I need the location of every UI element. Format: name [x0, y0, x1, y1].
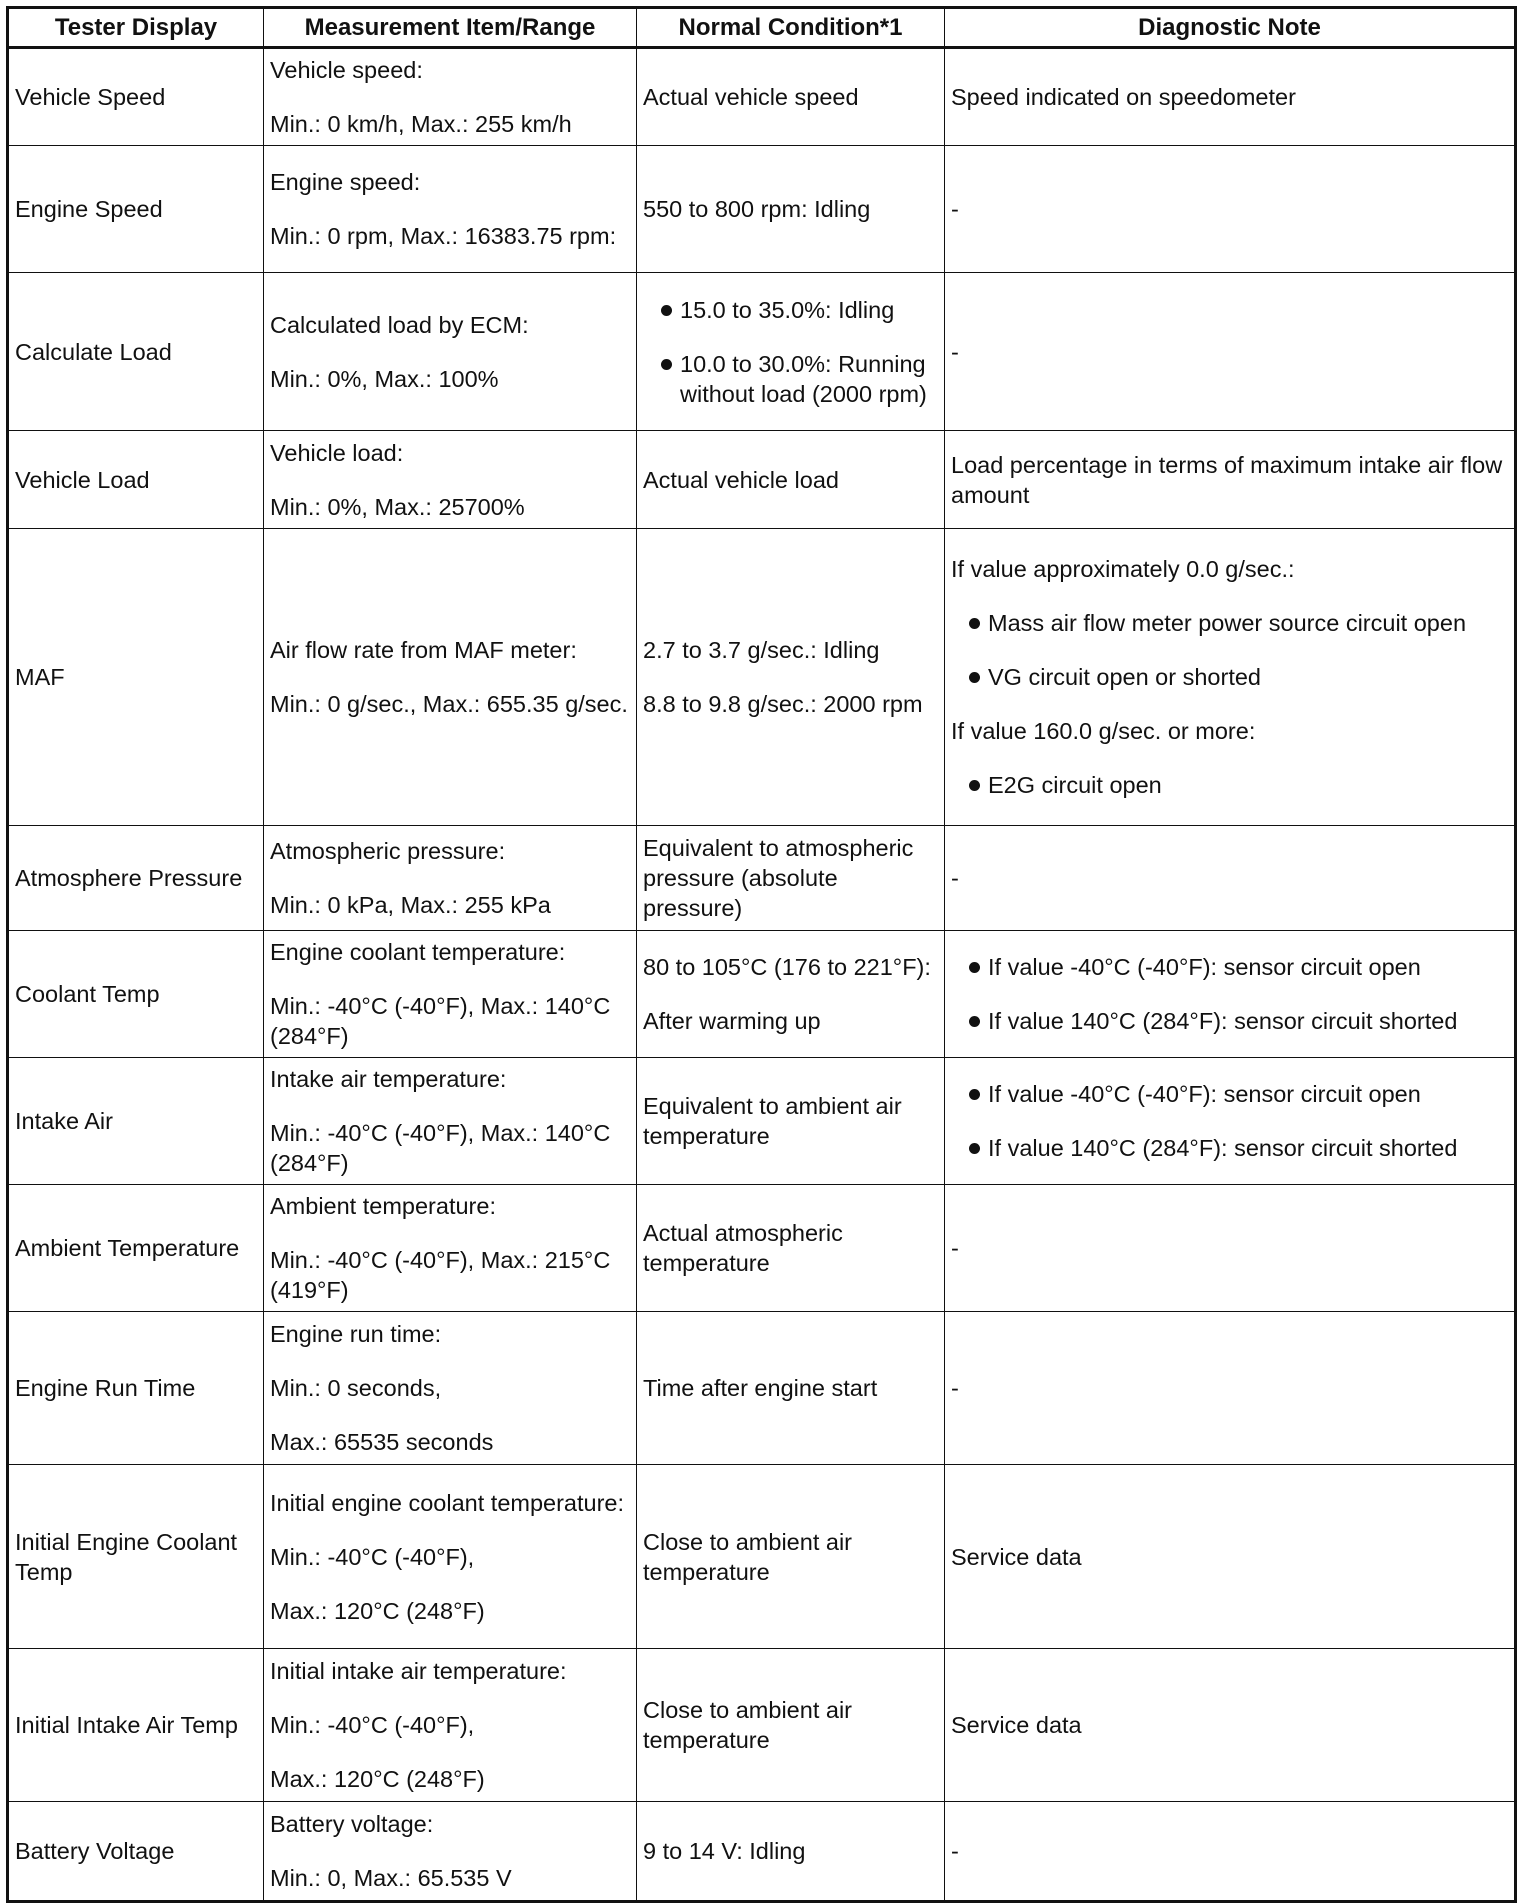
table-row [8, 146, 1516, 273]
measurement-cell [264, 931, 637, 1058]
normal-condition-cell [637, 1802, 945, 1902]
measurement-line: Min.: 0%, Max.: 100% [270, 365, 499, 392]
normal-condition-text: Actual atmospheric temperature [643, 1220, 843, 1276]
measurement-line: Max.: 120°C (248°F) [270, 1597, 485, 1624]
table-row [8, 1312, 1516, 1465]
normal-condition-cell [637, 1058, 945, 1185]
tester-display-vehicle-load: Vehicle Load [15, 466, 150, 493]
measurement-line: Min.: -40°C (-40°F), Max.: 215°C (419°F) [270, 1247, 611, 1303]
measurement-line: Engine coolant temperature: [270, 939, 566, 965]
diagnostic-note-bullet-item: If value 140°C (284°F): sensor circuit shorted [951, 1133, 1508, 1163]
diagnostic-note-cell [945, 1312, 1516, 1465]
tester-display-cell [8, 273, 264, 431]
diagnostic-note-text: - [951, 1375, 959, 1401]
measurement-line: Min.: -40°C (-40°F), [270, 1543, 475, 1570]
header-row [8, 8, 1516, 48]
diagnostic-note-cell [945, 1185, 1516, 1312]
measurement-cell [264, 826, 637, 931]
header-normal-condition: Normal Condition*1 [637, 8, 945, 48]
tester-display-engine-run-time: Engine Run Time [15, 1375, 196, 1401]
measurement-line: Min.: 0 kPa, Max.: 255 kPa [270, 892, 551, 918]
normal-condition-bullet-item: 10.0 to 30.0%: Running without load (2000 rpm) [643, 349, 938, 409]
tester-display-cell [8, 1465, 264, 1649]
measurement-line: Air flow rate from MAF meter: [270, 637, 577, 663]
diagnostic-note-text: If value 160.0 g/sec. or more: [951, 718, 1256, 744]
tester-display-ambient-temperature: Ambient Temperature [15, 1235, 240, 1261]
measurement-cell [264, 1312, 637, 1465]
measurement-line: Max.: 120°C (248°F) [270, 1766, 485, 1792]
tester-display-cell [8, 529, 264, 826]
diagnostic-note-cell [945, 1058, 1516, 1185]
measurement-cell [264, 431, 637, 529]
measurement-line: Vehicle load: [270, 439, 404, 466]
tester-display-coolant-temp: Coolant Temp [15, 981, 160, 1007]
normal-condition-cell [637, 48, 945, 146]
measurement-line: Initial intake air temperature: [270, 1658, 567, 1684]
diagnostic-note-text: - [951, 1838, 959, 1864]
tester-display-cell [8, 826, 264, 931]
tester-display-cell [8, 1185, 264, 1312]
diagnostic-note-cell [945, 1802, 1516, 1902]
diagnostic-note-cell [945, 431, 1516, 529]
table-row [8, 273, 1516, 431]
table-row [8, 48, 1516, 146]
normal-condition-cell [637, 1185, 945, 1312]
measurement-line: Max.: 65535 seconds [270, 1429, 494, 1455]
table-row [8, 931, 1516, 1058]
table-row [8, 1649, 1516, 1802]
normal-condition-text: After warming up [643, 1008, 821, 1034]
measurement-line: Min.: 0 rpm, Max.: 16383.75 rpm: [270, 223, 617, 249]
tester-display-battery-voltage: Battery Voltage [15, 1838, 175, 1864]
tester-display-initial-intake-air-temp: Initial Intake Air Temp [15, 1712, 238, 1738]
diagnostic-note-text: Service data [951, 1712, 1082, 1738]
diagnostic-note-text: Load percentage in terms of maximum intake air flow amount [951, 451, 1503, 508]
diagnostic-note-cell [945, 529, 1516, 826]
measurement-line: Min.: 0%, Max.: 25700% [270, 493, 525, 520]
diagnostic-note-bullet-item: If value -40°C (-40°F): sensor circuit open [951, 1079, 1508, 1109]
diagnostic-note-text: - [951, 865, 959, 891]
normal-condition-cell [637, 931, 945, 1058]
tester-display-cell [8, 146, 264, 273]
measurement-cell [264, 529, 637, 826]
normal-condition-cell [637, 146, 945, 273]
tester-display-cell [8, 431, 264, 529]
normal-condition-cell [637, 529, 945, 826]
normal-condition-text: Close to ambient air temperature [643, 1697, 852, 1753]
measurement-cell [264, 1649, 637, 1802]
tester-display-atmosphere-pressure: Atmosphere Pressure [15, 865, 243, 891]
normal-condition-text: Actual vehicle load [643, 466, 839, 493]
diagnostic-note-cell [945, 1649, 1516, 1802]
header-measurement-range: Measurement Item/Range [264, 8, 637, 48]
measurement-line: Min.: -40°C (-40°F), Max.: 140°C (284°F) [270, 993, 611, 1049]
tester-display-initial-engine-coolant-temp: Initial Engine Coolant Temp [15, 1528, 238, 1585]
measurement-line: Intake air temperature: [270, 1066, 507, 1092]
measurement-line: Battery voltage: [270, 1811, 434, 1837]
measurement-line: Min.: -40°C (-40°F), [270, 1712, 475, 1738]
diagnostic-note-cell [945, 931, 1516, 1058]
normal-condition-bullet-item: 15.0 to 35.0%: Idling [643, 295, 938, 325]
tester-display-calculate-load: Calculate Load [15, 338, 172, 365]
tester-display-cell [8, 1802, 264, 1902]
tester-display-cell [8, 48, 264, 146]
diagnostic-note-cell [945, 146, 1516, 273]
measurement-line: Atmospheric pressure: [270, 838, 506, 864]
normal-condition-cell [637, 431, 945, 529]
table-body [8, 48, 1516, 1902]
table-row [8, 826, 1516, 931]
tester-display-cell [8, 1649, 264, 1802]
table-row [8, 1465, 1516, 1649]
measurement-cell [264, 1058, 637, 1185]
diagnostic-note-text: Service data [951, 1543, 1082, 1570]
table-row [8, 431, 1516, 529]
measurement-cell [264, 1802, 637, 1902]
diagnostic-note-bullet-item: If value 140°C (284°F): sensor circuit shorted [951, 1006, 1508, 1036]
diagnostic-note-text: If value approximately 0.0 g/sec.: [951, 556, 1295, 582]
measurement-line: Min.: 0 g/sec., Max.: 655.35 g/sec. [270, 691, 628, 717]
tester-display-maf: MAF [15, 664, 65, 690]
diagnostic-note-bullet-item: VG circuit open or shorted [951, 662, 1508, 692]
measurement-line: Initial engine coolant temperature: [270, 1489, 625, 1516]
normal-condition-cell [637, 1312, 945, 1465]
tester-display-cell [8, 1312, 264, 1465]
header-diagnostic-note: Diagnostic Note [945, 8, 1516, 48]
diagnostic-note-text: - [951, 338, 959, 365]
diagnostic-note-text: - [951, 1235, 959, 1261]
tester-display-cell [8, 1058, 264, 1185]
normal-condition-text: 8.8 to 9.8 g/sec.: 2000 rpm [643, 691, 923, 717]
diagnostic-note-cell [945, 826, 1516, 931]
measurement-line: Ambient temperature: [270, 1193, 496, 1219]
table-row [8, 529, 1516, 826]
tester-display-vehicle-speed: Vehicle Speed [15, 84, 166, 110]
normal-condition-text: 2.7 to 3.7 g/sec.: Idling [643, 637, 880, 663]
normal-condition-text: Close to ambient air temperature [643, 1528, 852, 1585]
measurement-line: Min.: 0, Max.: 65.535 V [270, 1865, 512, 1891]
normal-condition-text: 550 to 800 rpm: Idling [643, 196, 871, 222]
normal-condition-cell [637, 1465, 945, 1649]
measurement-line: Engine run time: [270, 1321, 442, 1347]
diagnostic-note-cell [945, 1465, 1516, 1649]
tester-display-engine-speed: Engine Speed [15, 196, 163, 222]
measurement-line: Vehicle speed: [270, 57, 423, 83]
diagnostic-note-cell [945, 273, 1516, 431]
normal-condition-text: 80 to 105°C (176 to 221°F): [643, 954, 931, 980]
measurement-line: Calculated load by ECM: [270, 311, 529, 338]
measurement-line: Min.: 0 km/h, Max.: 255 km/h [270, 111, 572, 137]
table-row [8, 1058, 1516, 1185]
tester-display-cell [8, 931, 264, 1058]
diagnostic-note-text: - [951, 196, 959, 222]
diagnostic-note-bullet-item: If value -40°C (-40°F): sensor circuit open [951, 952, 1508, 982]
measurement-cell [264, 1185, 637, 1312]
table-row [8, 1802, 1516, 1902]
table-row [8, 1185, 1516, 1312]
measurement-line: Engine speed: [270, 169, 421, 195]
measurement-line: Min.: 0 seconds, [270, 1375, 442, 1401]
normal-condition-text: Equivalent to ambient air temperature [643, 1093, 902, 1149]
measurement-cell [264, 1465, 637, 1649]
normal-condition-cell [637, 1649, 945, 1802]
diagnostic-note-bullet-item: Mass air flow meter power source circuit open [951, 608, 1508, 638]
diagnostic-note-bullet-item: E2G circuit open [951, 770, 1508, 800]
diagnostic-note-cell [945, 48, 1516, 146]
measurement-line: Min.: -40°C (-40°F), Max.: 140°C (284°F) [270, 1120, 611, 1176]
diagnostic-note-text: Speed indicated on speedometer [951, 84, 1296, 110]
header-tester-display: Tester Display [8, 8, 264, 48]
measurement-cell [264, 273, 637, 431]
measurement-cell [264, 146, 637, 273]
data-list-table [6, 6, 1517, 1903]
tester-display-intake-air: Intake Air [15, 1108, 113, 1134]
normal-condition-text: 9 to 14 V: Idling [643, 1838, 806, 1864]
normal-condition-text: Actual vehicle speed [643, 84, 859, 110]
normal-condition-text: Time after engine start [643, 1375, 878, 1401]
normal-condition-cell [637, 826, 945, 931]
normal-condition-cell [637, 273, 945, 431]
normal-condition-text: Equivalent to atmospheric pressure (absolute pressure) [643, 835, 914, 921]
measurement-cell [264, 48, 637, 146]
